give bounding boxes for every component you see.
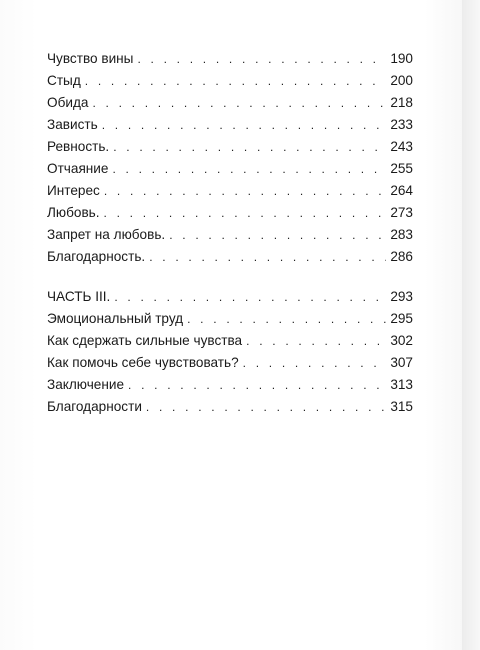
toc-entry — [47, 136, 413, 158]
toc-entry-page: 264 — [390, 183, 413, 198]
toc-entry — [47, 180, 413, 202]
toc-entry-leader — [92, 92, 386, 114]
toc-entry-title: Стыд — [47, 73, 81, 88]
toc-entry-title: ЧАСТЬ III. — [47, 289, 111, 304]
toc-entry-page: 218 — [390, 95, 413, 110]
toc-entry-title: Запрет на любовь. — [47, 227, 166, 242]
toc-entry — [47, 396, 413, 418]
toc-entry-leader — [113, 136, 386, 158]
toc-entry-leader — [246, 330, 386, 352]
toc-entry-title: Эмоциональный труд — [47, 311, 184, 326]
toc-entry — [47, 374, 413, 396]
toc-entry — [47, 308, 413, 330]
toc-entry-page: 255 — [390, 161, 413, 176]
toc-entry-leader — [187, 308, 386, 330]
toc-entry-title: Интерес — [47, 183, 100, 198]
toc-entry — [47, 224, 413, 246]
toc-entry-leader — [128, 374, 386, 396]
toc-entry-page: 302 — [390, 333, 413, 348]
toc-entry-page: 200 — [390, 73, 413, 88]
toc-entry — [47, 92, 413, 114]
toc-entry-page: 295 — [390, 311, 413, 326]
toc-entry — [47, 48, 413, 70]
toc-entry-page: 307 — [390, 355, 413, 370]
toc-entry-title: Любовь. — [47, 205, 100, 220]
toc-entry — [47, 330, 413, 352]
toc-entry — [47, 286, 413, 308]
toc-entry — [47, 114, 413, 136]
toc-entry-leader — [137, 48, 386, 70]
toc-entry-title: Благодарность. — [47, 249, 146, 264]
toc-entry — [47, 352, 413, 374]
toc-entry-title: Отчаяние — [47, 161, 109, 176]
toc-entry — [47, 246, 413, 268]
toc-entry-title: Заключение — [47, 377, 125, 392]
page-edge — [462, 0, 480, 650]
toc-entry-page: 233 — [390, 117, 413, 132]
toc-entry-page: 315 — [390, 399, 413, 414]
table-of-contents — [47, 48, 413, 418]
toc-entry-leader — [146, 396, 386, 418]
toc-entry-leader — [104, 202, 387, 224]
toc-entry-title: Как помочь себе чувствовать? — [47, 355, 239, 370]
toc-entry-page: 273 — [390, 205, 413, 220]
toc-entry-page: 190 — [390, 51, 413, 66]
toc-entry-leader — [112, 158, 386, 180]
toc-entry-leader — [114, 286, 386, 308]
toc-entry-page: 313 — [390, 377, 413, 392]
toc-entry — [47, 70, 413, 92]
toc-entry-title: Чувство вины — [47, 51, 134, 66]
toc-entry-leader — [149, 246, 386, 268]
toc-entry-leader — [85, 70, 387, 92]
toc-entry-title: Ревность. — [47, 139, 110, 154]
toc-entry-title: Благодарности — [47, 399, 142, 414]
toc-entry-leader — [102, 114, 387, 136]
toc-entry — [47, 202, 413, 224]
toc-entry-leader — [243, 352, 387, 374]
toc-entry-title: Обида — [47, 95, 89, 110]
toc-entry-leader — [104, 180, 386, 202]
toc-entry — [47, 158, 413, 180]
section-gap — [47, 268, 413, 286]
toc-entry-title: Зависть — [47, 117, 98, 132]
toc-entry-page: 286 — [390, 249, 413, 264]
toc-entry-page: 243 — [390, 139, 413, 154]
toc-entry-title: Как сдержать сильные чувства — [47, 333, 243, 348]
toc-entry-page: 293 — [390, 289, 413, 304]
toc-entry-leader — [169, 224, 386, 246]
toc-entry-page: 283 — [390, 227, 413, 242]
